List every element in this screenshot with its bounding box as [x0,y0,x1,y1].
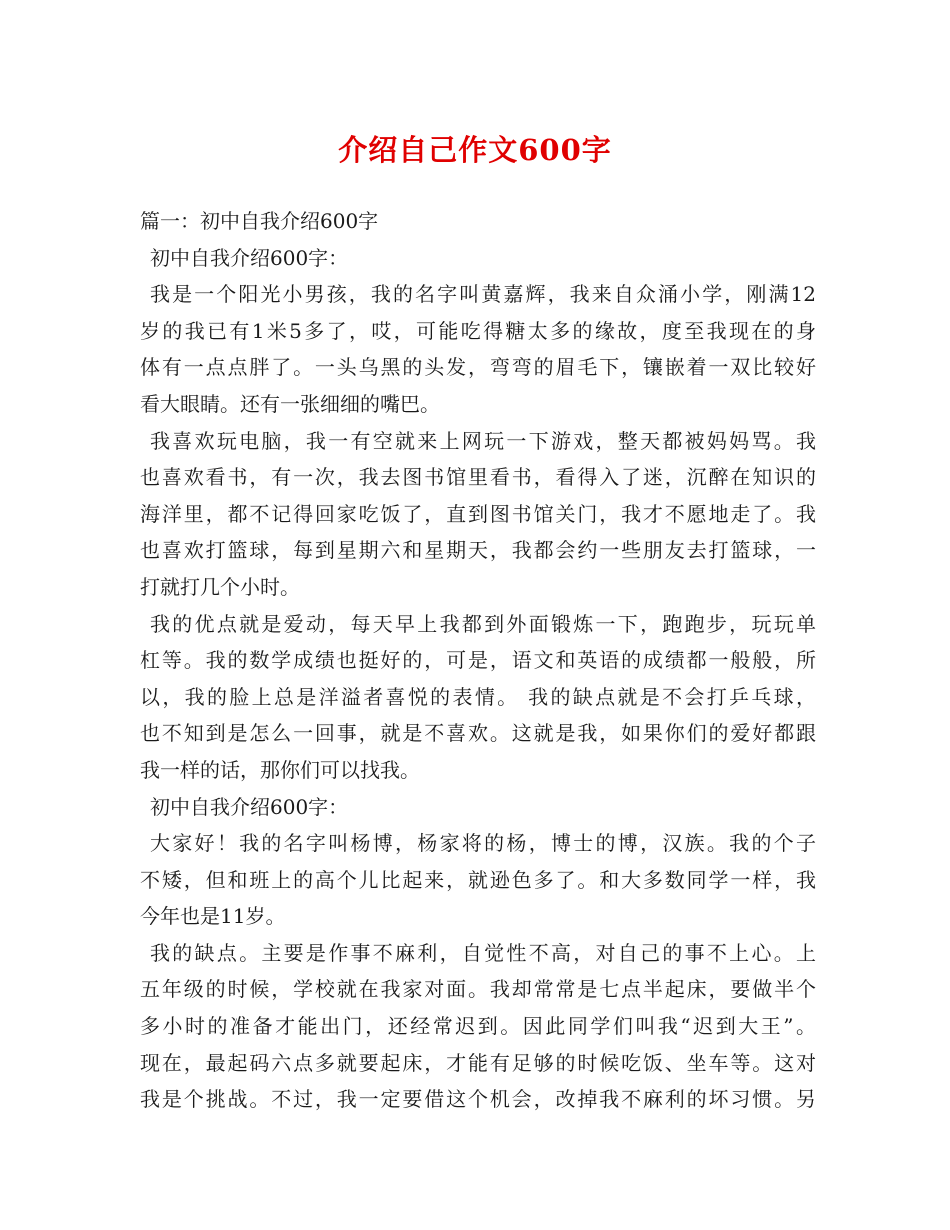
text-line: 以，我的脸上总是洋溢者喜悦的表情。 我的缺点就是不会打乒乓球， [140,684,816,709]
text-line: 体有一点点胖了。一头乌黑的头发，弯弯的眉毛下，镶嵌着一双比较好 [140,355,816,380]
text-line: 五年级的时候，学校就在我家对面。我却常常是七点半起床，要做半个 [140,977,816,1002]
document-title: 介绍自己作文600字 [338,133,612,167]
text-line: 也喜欢看书，有一次，我去图书馆里看书，看得入了迷，沉醉在知识的 [140,465,816,490]
text-line: 今年也是11岁。 [140,904,286,929]
text-line: 看大眼睛。还有一张细细的嘴巴。 [140,391,440,416]
text-line: 我是个挑战。不过，我一定要借这个机会，改掉我不麻利的坏习惯。另 [140,1087,816,1112]
text-line: 我喜欢玩电脑，我一有空就来上网玩一下游戏，整天都被妈妈骂。我 [150,428,816,453]
text-line: 也喜欢打篮球，每到星期六和星期天，我都会约一些朋友去打篮球，一 [140,538,816,563]
document-body [140,203,816,1118]
text-line: 我是一个阳光小男孩，我的名字叫黄嘉辉，我来自众涌小学，刚满12 [150,282,816,307]
text-line: 多小时的准备才能出门，还经常迟到。因此同学们叫我“迟到大王”。 [140,1014,816,1039]
text-line: 我一样的话，那你们可以找我。 [140,757,420,782]
text-line: 篇一：初中自我介绍600字 [140,209,379,233]
text-line: 打就打几个小时。 [140,574,300,599]
text-line: 我的缺点。主要是作事不麻利，自觉性不高，对自己的事不上心。上 [150,940,816,965]
text-line: 海洋里，都不记得回家吃饭了，直到图书馆关门，我才不愿地走了。我 [140,501,816,526]
text-line: 也不知到是怎么一回事，就是不喜欢。这就是我，如果你们的爱好都跟 [140,721,816,746]
text-line: 我的优点就是爱动，每天早上我都到外面锻炼一下，跑跑步，玩玩单 [150,611,816,636]
text-line: 岁的我已有1米5多了，哎，可能吃得糖太多的缘故，度至我现在的身 [140,318,816,343]
text-line: 初中自我介绍600字： [150,245,349,270]
text-line: 现在，最起码六点多就要起床，才能有足够的时候吃饭、坐车等。这对 [140,1050,816,1075]
text-line: 不矮，但和班上的高个儿比起来，就逊色多了。和大多数同学一样，我 [140,867,816,892]
text-line: 杠等。我的数学成绩也挺好的，可是，语文和英语的成绩都一般般，所 [140,648,816,673]
text-line: 初中自我介绍600字： [150,794,349,819]
text-line: 大家好！我的名字叫杨博，杨家将的杨，博士的博，汉族。我的个子 [150,831,816,856]
